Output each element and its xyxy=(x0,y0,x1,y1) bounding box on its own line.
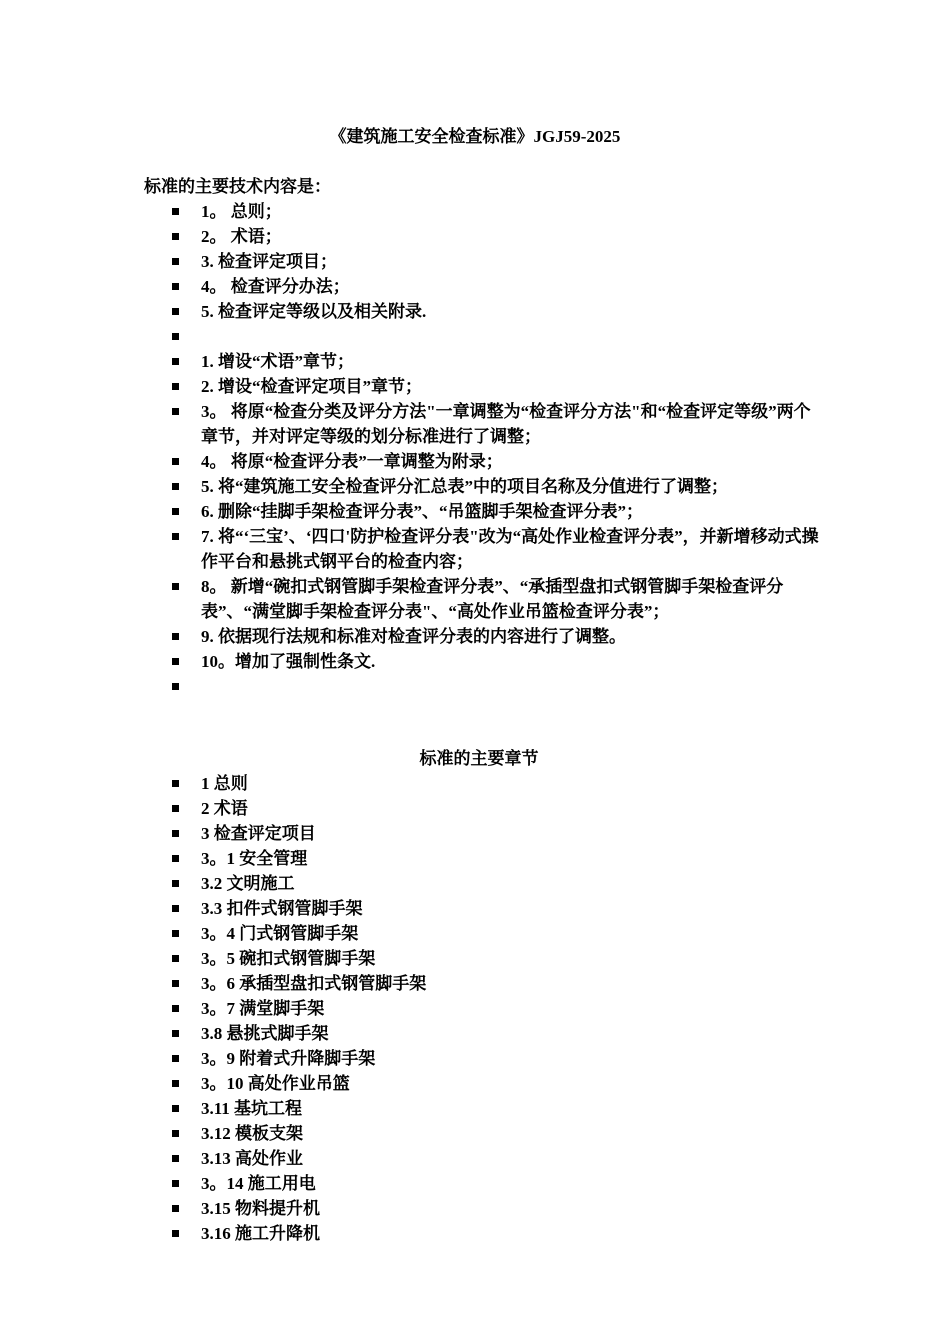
bullet-icon xyxy=(172,1180,179,1187)
intro-text: 标准的主要技术内容是： xyxy=(144,177,331,196)
list-item xyxy=(0,474,821,499)
list-item xyxy=(0,249,821,274)
chapter-item-text: 1 总则 xyxy=(201,774,248,793)
chapter-item-text: 3.13 高处作业 xyxy=(201,1149,303,1168)
list-item xyxy=(0,324,821,349)
bullet-icon xyxy=(172,955,179,962)
list-item-text: 10。增加了强制性条文. xyxy=(201,652,376,671)
list-item-text: 8。 新增“碗扣式钢管脚手架检查评分表”、“承插型盘扣式钢管脚手架检查评分表”、“满堂脚手架检查评分表"、“高处作业吊篮检查评分表”； xyxy=(201,577,784,621)
list-item-text: 6. 删除“挂脚手架检查评分表”、“吊篮脚手架检查评分表”； xyxy=(201,502,643,521)
chapter-item-text: 3.12 模板支架 xyxy=(201,1124,303,1143)
list-item xyxy=(0,499,821,524)
bullet-icon xyxy=(172,880,179,887)
chapter-item xyxy=(0,896,821,921)
chapter-item xyxy=(0,1121,821,1146)
list-item-text: 5. 将“建筑施工安全检查评分汇总表”中的项目名称及分值进行了调整； xyxy=(201,477,728,496)
list-item-text: 4。 检查评分办法； xyxy=(201,277,350,296)
bullet-icon xyxy=(172,258,179,265)
bullet-icon xyxy=(172,830,179,837)
technical-content-list xyxy=(0,199,950,699)
list-item-text: 5. 检查评定等级以及相关附录. xyxy=(201,302,427,321)
chapter-list xyxy=(0,746,950,1246)
bullet-icon xyxy=(172,358,179,365)
chapter-item-text: 3 检查评定项目 xyxy=(201,824,316,843)
chapter-item xyxy=(0,1221,821,1246)
chapter-item-text: 3.3 扣件式钢管脚手架 xyxy=(201,899,363,918)
chapter-item-text: 3。6 承插型盘扣式钢管脚手架 xyxy=(201,974,427,993)
list-item-text: 2。 术语； xyxy=(201,227,282,246)
bullet-icon xyxy=(172,483,179,490)
chapter-item xyxy=(0,946,821,971)
bullet-icon xyxy=(172,780,179,787)
bullet-icon xyxy=(172,383,179,390)
bullet-icon xyxy=(172,1155,179,1162)
bullet-icon xyxy=(172,333,179,340)
bullet-icon xyxy=(172,308,179,315)
bullet-icon xyxy=(172,633,179,640)
bullet-icon xyxy=(172,283,179,290)
bullet-icon xyxy=(172,1130,179,1137)
list-item-text: 9. 依据现行法规和标准对检查评分表的内容进行了调整。 xyxy=(201,627,626,646)
chapter-item xyxy=(0,996,821,1021)
bullet-icon xyxy=(172,1030,179,1037)
bullet-icon xyxy=(172,980,179,987)
chapter-item xyxy=(0,796,821,821)
chapter-item xyxy=(0,871,821,896)
bullet-icon xyxy=(172,1005,179,1012)
bullet-icon xyxy=(172,1205,179,1212)
chapter-item xyxy=(0,1046,821,1071)
chapter-item xyxy=(0,1096,821,1121)
chapter-item xyxy=(0,971,821,996)
list-item xyxy=(0,524,821,574)
bullet-icon xyxy=(172,233,179,240)
chapter-item-text: 3。14 施工用电 xyxy=(201,1174,316,1193)
chapter-item xyxy=(0,1021,821,1046)
list-item xyxy=(0,374,821,399)
bullet-icon xyxy=(172,683,179,690)
chapter-item-text: 3。7 满堂脚手架 xyxy=(201,999,325,1018)
chapter-item xyxy=(0,821,821,846)
list-item-text: 4。 将原“检查评分表”一章调整为附录； xyxy=(201,452,503,471)
bullet-icon xyxy=(172,533,179,540)
list-item-text: 3. 检查评定项目； xyxy=(201,252,337,271)
chapter-item-text: 3。5 碗扣式钢管脚手架 xyxy=(201,949,376,968)
bullet-icon xyxy=(172,905,179,912)
bullet-icon xyxy=(172,1080,179,1087)
chapter-item-text: 3。1 安全管理 xyxy=(201,849,308,868)
list-item xyxy=(0,449,821,474)
chapter-item xyxy=(0,846,821,871)
list-item-text: 1。 总则； xyxy=(201,202,282,221)
list-item xyxy=(0,224,821,249)
list-item xyxy=(0,299,821,324)
list-item xyxy=(0,574,821,624)
chapter-item xyxy=(0,1171,821,1196)
chapter-item-text: 3.8 悬挑式脚手架 xyxy=(201,1024,329,1043)
chapter-item-text: 3.15 物料提升机 xyxy=(201,1199,320,1218)
chapter-item-text: 3。9 附着式升降脚手架 xyxy=(201,1049,376,1068)
list-item-text: 7. 将“‘三宝’、‘四口'防护检查评分表"改为“高处作业检查评分表”，并新增移动式操作平台和悬挑式钢平台的检查内容； xyxy=(201,527,819,571)
bullet-icon xyxy=(172,583,179,590)
bullet-icon xyxy=(172,658,179,665)
list-item-text: 1. 增设“术语”章节； xyxy=(201,352,354,371)
chapter-item-text: 3.11 基坑工程 xyxy=(201,1099,303,1118)
bullet-icon xyxy=(172,805,179,812)
chapter-item-text: 2 术语 xyxy=(201,799,248,818)
list-item xyxy=(0,349,821,374)
chapter-item xyxy=(0,1071,821,1096)
bullet-icon xyxy=(172,508,179,515)
list-item xyxy=(0,674,821,699)
list-item-text: 2. 增设“检查评定项目”章节； xyxy=(201,377,422,396)
bullet-icon xyxy=(172,408,179,415)
list-item-text: 3。 将原“检查分类及评分方法"一章调整为“检查评分方法"和“检查评定等级”两个章节，并对评定等级的划分标准进行了调整； xyxy=(201,402,811,446)
bullet-icon xyxy=(172,1230,179,1237)
list-item xyxy=(0,624,821,649)
chapter-item xyxy=(0,921,821,946)
chapter-item xyxy=(0,1196,821,1221)
list-item xyxy=(0,399,821,449)
chapters-heading-row xyxy=(0,746,950,771)
bullet-icon xyxy=(172,208,179,215)
list-item xyxy=(0,649,821,674)
bullet-icon xyxy=(172,1105,179,1112)
chapter-item xyxy=(0,1146,821,1171)
chapter-item-text: 3.2 文明施工 xyxy=(201,874,295,893)
list-item xyxy=(0,199,821,224)
bullet-icon xyxy=(172,458,179,465)
list-item xyxy=(0,274,821,299)
chapter-item-text: 3。4 门式钢管脚手架 xyxy=(201,924,359,943)
bullet-icon xyxy=(172,930,179,937)
chapters-heading: 标准的主要章节 xyxy=(419,749,539,768)
chapter-item-text: 3.16 施工升降机 xyxy=(201,1224,320,1243)
chapter-item xyxy=(0,771,821,796)
document-title: 《建筑施工安全检查标准》JGJ59-2025 xyxy=(329,127,621,146)
chapter-item-text: 3。10 高处作业吊篮 xyxy=(201,1074,350,1093)
bullet-icon xyxy=(172,1055,179,1062)
bullet-icon xyxy=(172,855,179,862)
